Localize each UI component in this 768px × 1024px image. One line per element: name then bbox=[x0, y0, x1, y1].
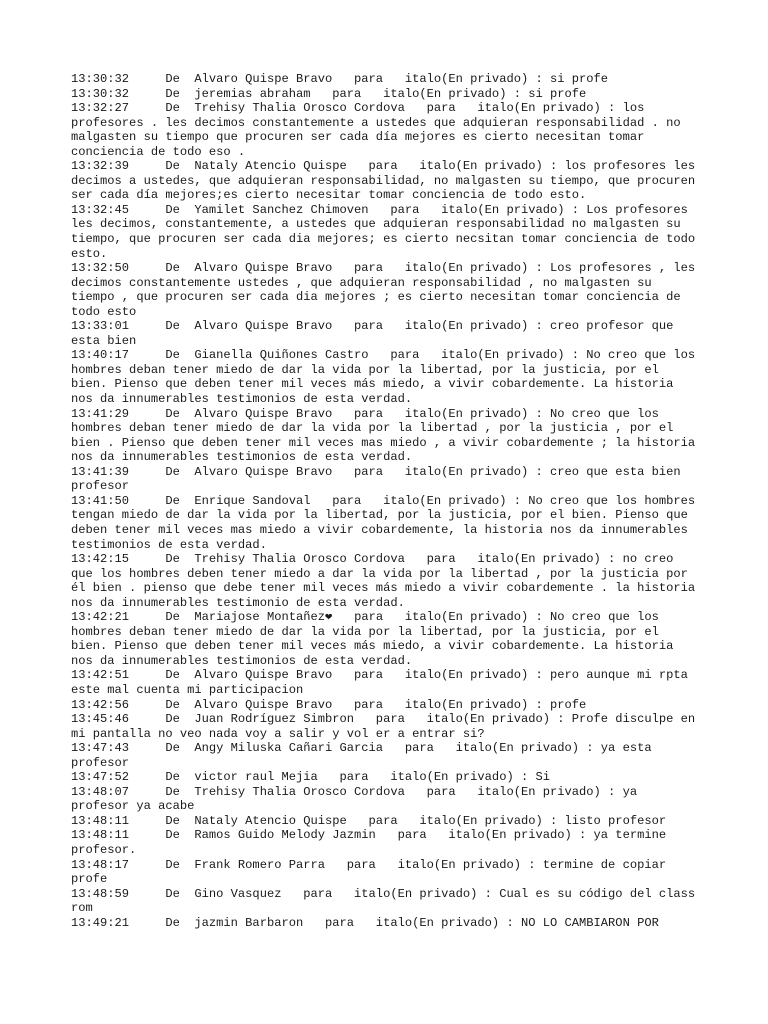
chat-entry: 13:48:11 De Ramos Guido Melody Jazmin para italo(En privado) : ya termine profesor. bbox=[71, 828, 674, 857]
chat-entry: 13:41:50 De Enrique Sandoval para italo(En privado) : No creo que los hombres tengan miedo de dar la vida por la libertad, por la justicia, por el bien. Pienso que deben tener mil veces mas miedo a vivir cobardemente, la historia nos da innumerables testimonios de esta verdad. bbox=[71, 493, 703, 552]
chat-entry: 13:47:43 De Angy Miluska Cañari Garcia para italo(En privado) : ya esta profesor bbox=[71, 741, 659, 770]
chat-entry: 13:49:21 De jazmin Barbaron para italo(En privado) : NO LO CAMBIARON POR bbox=[71, 915, 659, 930]
chat-entry: 13:48:11 De Nataly Atencio Quispe para italo(En privado) : listo profesor bbox=[71, 813, 667, 828]
chat-entry: 13:42:21 De Mariajose Montañez❤ para italo(En privado) : No creo que los hombres deban tener miedo de dar la vida por la libertad, por la justicia, por el bien. Pienso que deben tener mil veces más miedo, a vivir cobardemente. La historia nos da innumerables testimonios de esta verdad. bbox=[71, 610, 681, 668]
chat-entry: 13:41:39 De Alvaro Quispe Bravo para italo(En privado) : creo que esta bien profesor bbox=[71, 464, 688, 494]
chat-log-page bbox=[71, 72, 701, 930]
chat-entry: 13:32:27 De Trehisy Thalia Orosco Cordova para italo(En privado) : los profesores . les decimos constantemente a ustedes que adquieran responsabilidad . no malgasten su tiempo que procuren ser cada día mejores es cierto necesitan tomar conciencia de todo eso . bbox=[71, 101, 688, 159]
chat-entry: 13:32:45 De Yamilet Sanchez Chimoven para italo(En privado) : Los profesores les decimos, constantemente, a ustedes que adquieran responsabilidad no malgasten su tiempo, que procuren ser cada dia mejores; es cierto necsitan tomar conciencia de todo esto. bbox=[71, 202, 703, 261]
chat-entry: 13:45:46 De Juan Rodríguez Simbron para italo(En privado) : Profe disculpe en mi pantalla no veo nada voy a salir y vol er a entrar si? bbox=[71, 712, 703, 741]
chat-entry: 13:48:59 De Gino Vasquez para italo(En privado) : Cual es su código del class rom bbox=[71, 886, 703, 916]
chat-entry: 13:40:17 De Gianella Quiñones Castro para italo(En privado) : No creo que los hombres deban tener miedo de dar la vida por la libertad, por la justicia, por el bien. Pienso que deben tener mil veces más miedo, a vivir cobardemente. La historia nos da innumerables testimonios de esta verdad. bbox=[71, 348, 703, 407]
chat-entry: 13:32:50 De Alvaro Quispe Bravo para italo(En privado) : Los profesores , les decimos constantemente ustedes , que adquieran responsabilidad , no malgasten su tiempo , que procuren ser cada dia mejores ; es cierto necesitan tomar conciencia de todo esto bbox=[71, 261, 703, 319]
chat-entry: 13:30:32 De Alvaro Quispe Bravo para italo(En privado) : si profe bbox=[71, 72, 609, 86]
chat-entry: 13:42:15 De Trehisy Thalia Orosco Cordova para italo(En privado) : no creo que los hombres deben tener miedo a dar la vida por la libertad , por la justicia por él bien . pienso que debe tener mil veces más miedo a vivir cobardemente . la historia nos da innumerables testimonio de esta verdad. bbox=[71, 552, 703, 610]
chat-entry: 13:47:52 De victor raul Mejia para italo(En privado) : Si bbox=[71, 770, 550, 785]
chat-entry: 13:32:39 De Nataly Atencio Quispe para italo(En privado) : los profesores les decimos a ustedes, que adquieran responsabilidad, no malgasten su tiempo, que procuren ser cada día mejores;es cierto necesitar tomar conciencia de todo esto. bbox=[71, 159, 703, 203]
chat-entry: 13:30:32 De jeremias abraham para italo(En privado) : si profe bbox=[71, 86, 587, 101]
chat-entry: 13:42:51 De Alvaro Quispe Bravo para italo(En privado) : pero aunque mi rpta este mal cuenta mi participacion bbox=[71, 668, 696, 697]
chat-entry: 13:33:01 De Alvaro Quispe Bravo para italo(En privado) : creo profesor que esta bien bbox=[71, 319, 681, 348]
chat-entry: 13:41:29 De Alvaro Quispe Bravo para italo(En privado) : No creo que los hombres deban tener miedo de dar la vida por la libertad , por la justicia , por el bien . Pienso que deben tener mil veces mas miedo , a vivir cobardemente ; la historia nos da innumerables testimonios de esta verdad. bbox=[71, 406, 703, 465]
chat-entry: 13:48:07 De Trehisy Thalia Orosco Cordova para italo(En privado) : ya profesor ya acabe bbox=[71, 784, 645, 814]
chat-entry: 13:48:17 De Frank Romero Parra para italo(En privado) : termine de copiar profe bbox=[71, 857, 674, 887]
chat-entry: 13:42:56 De Alvaro Quispe Bravo para italo(En privado) : profe bbox=[71, 697, 587, 712]
